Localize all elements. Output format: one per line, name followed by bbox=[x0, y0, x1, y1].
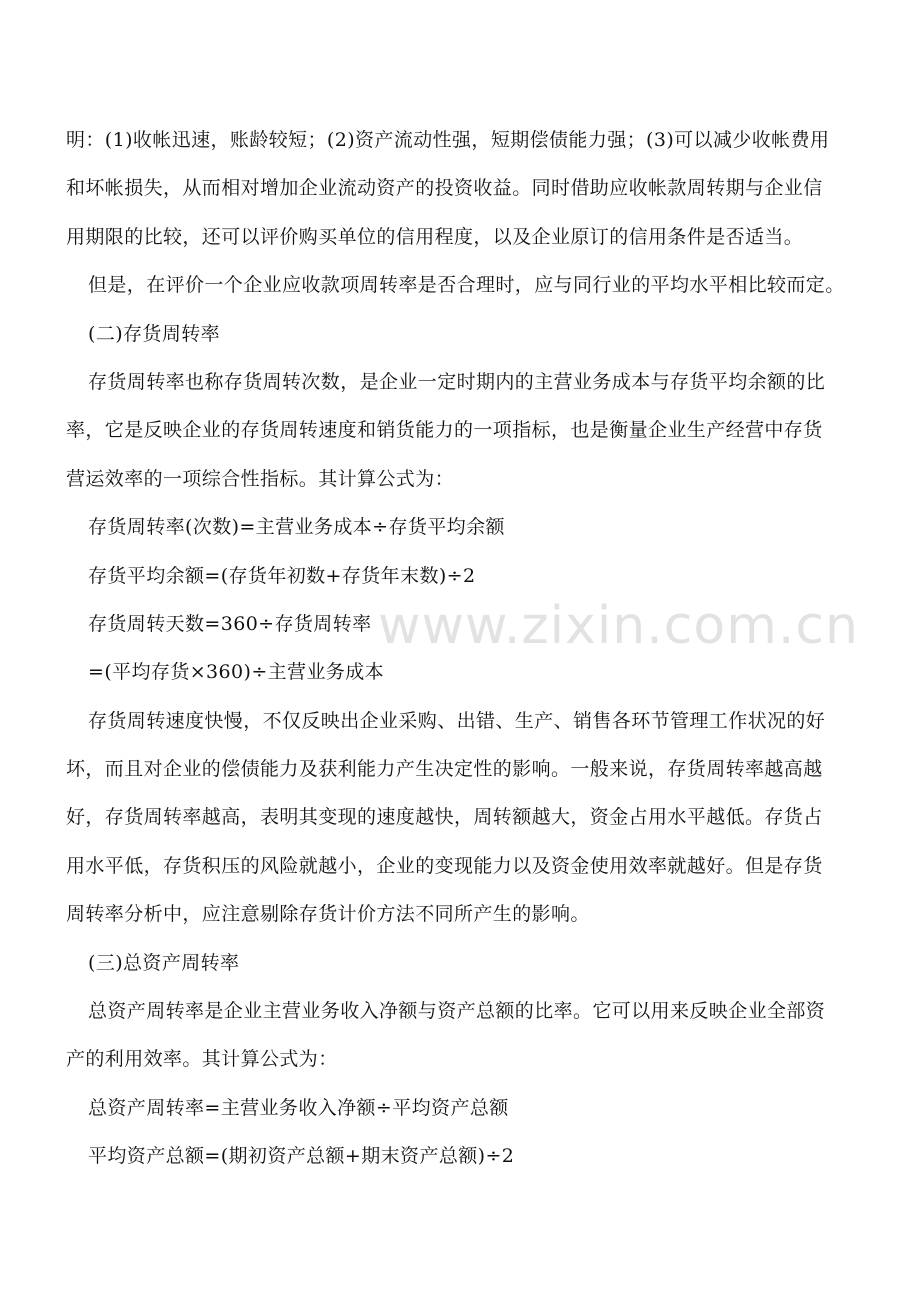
formula-line: 存货平均余额=(存货年初数+存货年末数)÷2 bbox=[88, 564, 476, 587]
document-body bbox=[66, 116, 856, 1181]
paragraph-line: 和坏帐损失，从而相对增加企业流动资产的投资收益。同时借助应收帐款周转期与企业信 bbox=[66, 177, 823, 200]
paragraph-line: 用水平低，存货积压的风险就越小，企业的变现能力以及资金使用效率就越好。但是存货 bbox=[66, 854, 823, 877]
paragraph-line: 好，存货周转率越高，表明其变现的速度越快，周转额越大，资金占用水平越低。存货占 bbox=[66, 806, 823, 829]
formula-line: =(平均存货×360)÷主营业务成本 bbox=[88, 661, 385, 684]
formula-line: 总资产周转率=主营业务收入净额÷平均资产总额 bbox=[88, 1096, 509, 1119]
watermark: www.zixin.com.cn bbox=[378, 596, 859, 656]
paragraph-line: 周转率分析中，应注意剔除存货计价方法不同所产生的影响。 bbox=[66, 903, 590, 926]
paragraph-line: 坏，而且对企业的偿债能力及获利能力产生决定性的影响。一般来说，存货周转率越高越 bbox=[66, 758, 823, 781]
paragraph-line: 用期限的比较，还可以评价购买单位的信用程度，以及企业原订的信用条件是否适当。 bbox=[66, 225, 804, 248]
paragraph-line: 产的利用效率。其计算公式为： bbox=[66, 1048, 338, 1071]
paragraph-line: 存货周转速度快慢，不仅反映出企业采购、出错、生产、销售各环节管理工作状况的好 bbox=[88, 709, 826, 732]
formula-line: 平均资产总额=(期初资产总额+期末资产总额)÷2 bbox=[88, 1145, 515, 1168]
paragraph-line: 存货周转率也称存货周转次数，是企业一定时期内的主营业务成本与存货平均余额的比 bbox=[88, 370, 826, 393]
paragraph-line: 营运效率的一项综合性指标。其计算公式为： bbox=[66, 467, 455, 490]
formula-line: 存货周转天数=360÷存货周转率 bbox=[88, 612, 372, 635]
paragraph-line: 明：(1)收帐迅速，账龄较短；(2)资产流动性强，短期偿债能力强；(3)可以减少收帐费用 bbox=[66, 129, 830, 151]
paragraph-line: 总资产周转率是企业主营业务收入净额与资产总额的比率。它可以用来反映企业全部资 bbox=[88, 1000, 826, 1023]
paragraph-line: 率，它是反映企业的存货周转速度和销货能力的一项指标，也是衡量企业生产经营中存货 bbox=[66, 419, 823, 442]
section-heading: (三)总资产周转率 bbox=[88, 951, 240, 974]
formula-line: 存货周转率(次数)=主营业务成本÷存货平均余额 bbox=[88, 516, 505, 539]
paragraph-line: 但是，在评价一个企业应收款项周转率是否合理时，应与同行业的平均水平相比较而定。 bbox=[88, 274, 845, 297]
section-heading: (二)存货周转率 bbox=[88, 322, 221, 345]
